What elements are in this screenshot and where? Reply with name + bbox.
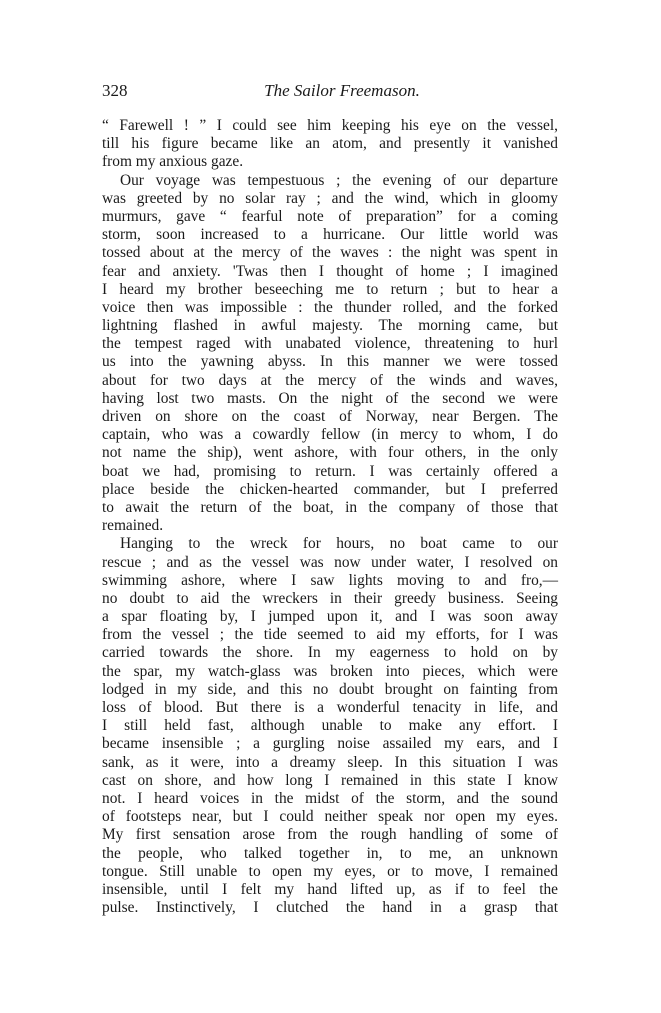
text-line: carried towards the shore. In my eagerness to hold on by	[102, 644, 558, 662]
text-line: till his figure became like an atom, and presently it vanished	[102, 135, 558, 153]
text-line: from my anxious gaze.	[102, 153, 244, 171]
page-number: 328	[102, 81, 128, 100]
page-header	[102, 80, 562, 102]
text-line: My first sensation arose from the rough handling of some of	[102, 826, 558, 844]
text-line: place beside the chicken-hearted commander, but I preferred	[102, 480, 558, 498]
text-line: I still held fast, although unable to make any effort. I	[102, 717, 558, 735]
text-line: rescue ; and as the vessel was now under water, I resolved on	[102, 553, 558, 571]
running-title: The Sailor Freemason.	[264, 81, 420, 100]
text-line: insensible, until I felt my hand lifted up, as if to feel the	[102, 880, 558, 898]
text-line: remained.	[102, 517, 164, 535]
text-line: “ Farewell ! ” I could see him keeping his eye on the vessel,	[102, 117, 558, 134]
text-line: the spar, my watch-glass was broken into pieces, which were	[102, 662, 558, 680]
text-line: voice then was impossible : the thunder rolled, and the forked	[102, 298, 558, 316]
text-line: fear and anxiety. 'Twas then I thought of home ; I imagined	[102, 262, 558, 280]
text-line: was greeted by no solar ray ; and the wind, which in gloomy	[102, 189, 558, 207]
text-line: not. I heard voices in the midst of the storm, and the sound	[102, 789, 558, 807]
text-line: a spar floating by, I jumped upon it, and I was soon away	[102, 608, 558, 626]
text-line: pulse. Instinctively, I clutched the hand in a grasp that	[102, 899, 558, 917]
text-line: sank, as it were, into a dreamy sleep. In this situation I was	[102, 753, 558, 771]
text-line: to await the return of the boat, in the company of those that	[102, 498, 558, 516]
text-line: lightning flashed in awful majesty. The morning came, but	[102, 317, 558, 335]
text-line: having lost two masts. On the night of the second we were	[102, 389, 558, 407]
text-line: I heard my brother beseeching me to return ; but to hear a	[102, 280, 558, 298]
text-line: boat we had, promising to return. I was certainly offered a	[102, 462, 558, 480]
text-line: us into the yawning abyss. In this manner we were tossed	[102, 353, 558, 371]
text-line: from the vessel ; the tide seemed to aid my efforts, for I was	[102, 626, 558, 644]
text-line: loss of blood. But there is a wonderful tenacity in life, and	[102, 699, 558, 716]
text-line: driven on shore on the coast of Norway, near Bergen. The	[102, 408, 558, 425]
text-line: the tempest raged with unabated violence, threatening to hurl	[102, 335, 558, 353]
body-text	[102, 117, 558, 917]
text-line: about for two days at the mercy of the winds and waves,	[102, 371, 558, 389]
text-line: Hanging to the wreck for hours, no boat came to our	[120, 535, 558, 553]
text-line: Our voyage was tempestuous ; the evening of our departure	[120, 171, 558, 189]
text-line: tossed about at the mercy of the waves : the night was spent in	[102, 244, 558, 262]
text-line: lodged in my side, and this no doubt brought on fainting from	[102, 680, 558, 698]
text-line: became insensible ; a gurgling noise assailed my ears, and I	[102, 735, 558, 753]
text-line: swimming ashore, where I saw lights moving to and fro,—	[102, 571, 558, 589]
text-line: captain, who was a cowardly fellow (in mercy to whom, I do	[102, 426, 558, 444]
text-line: not name the ship), went ashore, with four others, in the only	[102, 444, 558, 462]
text-line: cast on shore, and how long I remained in this state I know	[102, 771, 558, 789]
text-line: the people, who talked together in, to me, an unknown	[102, 844, 558, 862]
text-line: murmurs, gave “ fearful note of preparation” for a coming	[102, 207, 558, 225]
text-line: no doubt to aid the wreckers in their greedy business. Seeing	[102, 589, 558, 607]
text-line: tongue. Still unable to open my eyes, or to move, I remained	[102, 862, 558, 880]
text-line: storm, soon increased to a hurricane. Our little world was	[102, 226, 558, 244]
text-line: of footsteps near, but I could neither speak nor open my eyes.	[102, 808, 558, 826]
